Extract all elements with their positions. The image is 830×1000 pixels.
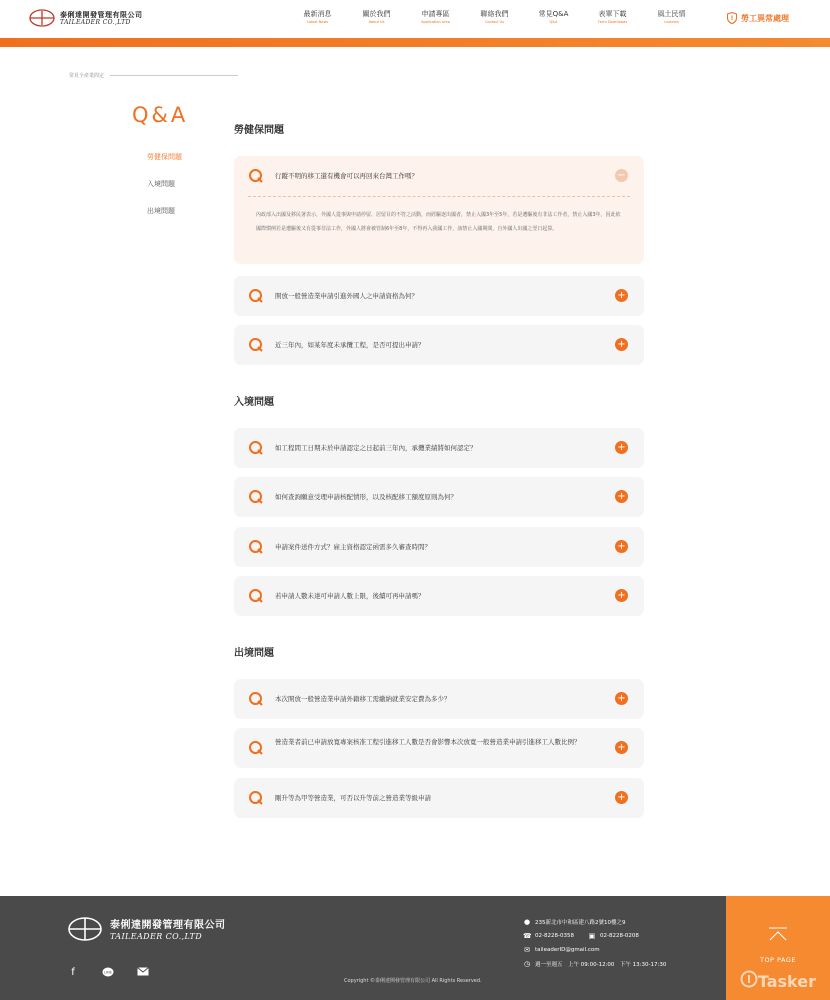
phone-icon: ☎ — [523, 932, 532, 940]
breadcrumb-label: 常見全產業問定 — [69, 73, 105, 79]
faq-item-expanded[interactable] — [234, 156, 644, 264]
category-item-entry[interactable]: 入境問題 — [147, 180, 175, 188]
envelope-icon: ✉ — [524, 946, 530, 954]
svg-text:!: ! — [730, 15, 734, 22]
category-item-exit[interactable]: 出境問題 — [147, 207, 175, 215]
faq-question: 若申請人數未達可申請人數上限，後續可再申請嗎？ — [275, 592, 425, 600]
faq-item[interactable] — [234, 325, 644, 365]
faq-item[interactable] — [234, 527, 644, 567]
expand-icon[interactable]: + — [615, 540, 628, 553]
mail-icon[interactable] — [136, 967, 150, 981]
copyright: Copyright ©泰俐達開發管理有限公司 All Rights Reserved. — [344, 978, 482, 984]
expand-icon[interactable]: + — [615, 490, 628, 503]
shield-icon — [727, 12, 737, 24]
nav-label: 風土民情 — [657, 10, 686, 18]
logo-emblem-icon — [28, 8, 56, 28]
q-icon — [248, 539, 264, 555]
category-item-insurance[interactable]: 勞健保問題 — [147, 153, 182, 161]
nav-label: 最新消息 — [303, 10, 332, 18]
header-accent-bar — [0, 38, 830, 47]
address: 235新北市中和區建八路2號10樓之9 — [535, 920, 626, 926]
expand-icon[interactable]: + — [615, 289, 628, 302]
expand-icon[interactable]: + — [615, 791, 628, 804]
company-name-en: TAILEADER CO.,LTD — [60, 18, 131, 26]
main-nav — [288, 11, 701, 25]
back-to-top-label: TOP PAGE — [759, 956, 797, 964]
fax: 02-8228-0208 — [599, 933, 639, 939]
faq-item[interactable] — [234, 728, 644, 768]
breadcrumb — [69, 72, 238, 79]
q-icon — [248, 790, 264, 806]
social-links — [66, 967, 171, 981]
clock-icon: ◷ — [523, 960, 531, 968]
phone[interactable]: 02-8228-0358 — [535, 933, 574, 939]
faq-item[interactable] — [234, 276, 644, 316]
nav-item-contact[interactable] — [465, 11, 524, 25]
fax-icon: ▣ — [588, 932, 596, 940]
q-icon — [248, 168, 264, 184]
faq-question: 營造業者前已申請放寬專案核准工程引進移工人數是否會影響本次放寬一般營造業申請引進移工人數比例？ — [275, 738, 581, 746]
email[interactable]: taileaderID@gmail.com — [535, 947, 600, 953]
chevron-up-icon — [768, 926, 788, 945]
faq-divider — [248, 196, 630, 197]
section-title-insurance: 勞健保問題 — [234, 125, 284, 136]
faq-answer: 內政部入出國及移民署表示，外國人從事與申請停留、居留目的不符之活動，而經驅逐出國者，禁止入國3年至5年，若是遭驅後有非法工作者，禁止入國3年，因此依國際慣例若是遭驅後又有從事非法工作，外國人將會被管制6年至8年，不得再入我國工作，該禁止入國期間，自外國人出國之翌日起算。 — [256, 212, 621, 232]
faq-question: 本次開放一般營造業申請外籍移工需繳納就業安定費為多少？ — [275, 695, 451, 703]
breadcrumb-divider — [110, 75, 238, 76]
faq-question: 申請案件送件方式？雇主資格認定函需多久審查時間？ — [275, 543, 431, 551]
nav-sublabel: Form Downloads — [597, 20, 628, 24]
nav-item-customs[interactable] — [642, 11, 701, 25]
nav-label: 聯絡我們 — [480, 10, 509, 18]
q-icon — [248, 588, 264, 604]
section-title-entry: 入境問題 — [234, 397, 274, 408]
watermark-logo-icon — [740, 970, 758, 992]
site-footer — [0, 896, 830, 1000]
nav-item-forms[interactable] — [583, 11, 642, 25]
faq-question: 如何查詢願意受理申請核配情形，以及核配移工額度原則為何？ — [275, 493, 457, 501]
watermark-text: Tasker — [757, 971, 816, 991]
nav-sublabel: Contact Us — [484, 20, 505, 24]
section-title-exit: 出境問題 — [234, 648, 274, 659]
logo-emblem-icon — [66, 915, 104, 947]
expand-icon[interactable]: + — [615, 589, 628, 602]
contact-info — [523, 915, 666, 971]
labor-alert-label: 勞工異常處理 — [741, 13, 789, 23]
site-header — [0, 0, 830, 38]
expand-icon[interactable]: + — [615, 338, 628, 351]
nav-item-about[interactable] — [347, 11, 406, 25]
faq-question: 行蹤不明的移工還有機會可以再回來台灣工作嗎？ — [275, 172, 418, 180]
nav-sublabel: About Us — [368, 20, 385, 24]
company-name-cn: 泰俐達開發管理有限公司 — [60, 9, 143, 19]
q-icon — [248, 337, 264, 353]
faq-question: 近三年內，如某年度未承攬工程，是否可提出申請？ — [275, 341, 425, 349]
line-icon[interactable] — [101, 967, 115, 981]
footer-company-cn: 泰俐達開發管理有限公司 — [110, 920, 226, 931]
nav-label: 常見Q&A — [538, 10, 569, 18]
nav-item-news[interactable] — [288, 11, 347, 25]
nav-sublabel: Application Area — [421, 20, 450, 24]
nav-label: 表單下載 — [598, 10, 627, 18]
footer-logo[interactable] — [66, 915, 226, 947]
expand-icon[interactable]: + — [615, 741, 628, 754]
svg-text:LINE: LINE — [104, 970, 112, 975]
faq-item[interactable] — [234, 576, 644, 616]
q-icon — [248, 691, 264, 707]
faq-question: 如工程間工日期未於申請認定之日起前三年內，承攬業績將如何認定？ — [275, 444, 477, 452]
faq-item[interactable] — [234, 428, 644, 468]
nav-label: 關於我們 — [362, 10, 391, 18]
faq-item[interactable] — [234, 679, 644, 719]
footer-company-en: TAILEADER CO.,LTD — [110, 932, 203, 941]
location-pin-icon: ● — [523, 918, 531, 926]
facebook-icon[interactable]: f — [71, 967, 75, 978]
q-icon — [248, 288, 264, 304]
q-icon — [248, 740, 264, 756]
nav-item-qa[interactable] — [524, 11, 583, 25]
site-logo[interactable] — [28, 8, 143, 28]
office-hours: 週一至週五 上午 09:00-12:00 下午 13:30-17:30 — [535, 962, 667, 968]
nav-label: 申請專區 — [421, 10, 450, 18]
faq-item[interactable] — [234, 477, 644, 517]
q-icon — [248, 489, 264, 505]
nav-sublabel: customs — [664, 20, 679, 24]
faq-item[interactable] — [234, 778, 644, 818]
page-title: Q&A — [132, 103, 189, 127]
nav-item-application[interactable] — [406, 11, 465, 25]
nav-sublabel: Q&A — [549, 20, 558, 24]
watermark — [740, 970, 816, 992]
faq-question: 剛升等為甲等營造業，可否以升等前之營造業等級申請 — [275, 794, 431, 802]
labor-alert-link[interactable] — [727, 12, 789, 24]
q-icon — [248, 440, 264, 456]
expand-icon[interactable]: + — [615, 441, 628, 454]
category-menu — [147, 152, 182, 233]
faq-question: 開放一般營造業申請引進外國人之申請資格為何？ — [275, 292, 418, 300]
expand-icon[interactable]: + — [615, 692, 628, 705]
nav-sublabel: Latest News — [306, 20, 329, 24]
collapse-icon[interactable]: − — [615, 169, 628, 182]
